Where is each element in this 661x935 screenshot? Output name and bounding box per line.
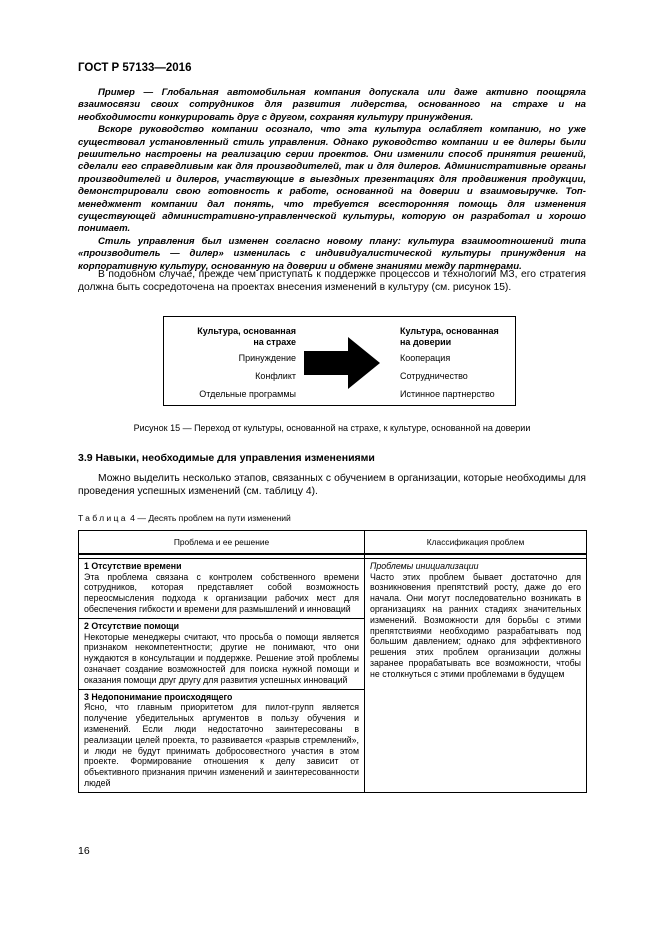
table-caption: Таблица 4 — Десять проблем на пути изменений [78,513,291,523]
problem-cell [79,618,365,689]
fear-item: Конфликт [255,371,296,381]
table-header-row [79,531,587,554]
body-paragraph: Можно выделить несколько этапов, связанных с обучением в организации, которые необходимы для проведения успешных изменений (см. таблицу 4). [78,473,586,498]
fear-item: Принуждение [238,353,296,363]
section-heading: 3.9 Навыки, необходимые для управления изменениями [78,452,375,464]
classification-text: Часто этих проблем бывает достаточно для возникновения препятствий росту, даже до его начала. Они могут последовательно возникать в организациях на ранних стадиях значительных изменений. Возможности для борьбы с этими препятствиями необходимо разрабатывать под большим давлением; однако для эффективного решения этих проблем организации должны заранее прорабатывать все возможности, чтобы не столкнуться с этими проблемами в будущем [370,571,581,679]
problem-title: 1 Отсутствие времени [84,560,182,571]
problem-cell [79,558,365,618]
example-paragraph: Пример — Глобальная автомобильная компания допускала или даже активно поощряла взаимосвязи своих сотрудников для развития лидерства, основанного на страхе и на необходимости конкурировать друг с другом, сохраняя культуру принуждения. [78,87,586,123]
trust-item: Кооперация [400,353,451,363]
page-number: 16 [78,845,90,857]
classification-title: Проблемы инициализации [370,560,479,571]
figure-15 [163,316,516,406]
problem-title: 2 Отсутствие помощи [84,620,179,631]
problem-text: Ясно, что главным приоритетом для пилот-групп является получение убедительных аргументов в пользу обучения и изменений. Если люди недостаточно заинтересованы в реализации целей проекта, то развивается «разрыв стремлений», и люди не будут принимать добросовестного участия в этом проекте. Формирование отношения к делу зависит от объективного признания причин изменений и заинтересованности людей [84,702,359,788]
example-paragraph: Вскоре руководство компании осознало, что эта культура ослабляет компанию, но уже существовал установленный стиль управления. Однако руководство компании и ее дилеры были решительно настроены на реализацию серии проектов. Они изменили способ принятия решений, сделали его справедливым как для производителей, так и для дилеров. Административные органы производителей и дилеров, участвующие в выездных презентациях для продвижения продукции, демонстрировали свою готовность к работе, основанной на доверии и взаимовыручке. Топ-менеджмент компании дал понять, что требуется всесторонняя помощь для изменения существующей административно-управленческой культуры, которую он разработал и хорошо понимает. [78,124,586,235]
problem-title: 3 Недопонимание происходящего [84,691,233,702]
body-paragraph: В подобном случае, прежде чем приступать к поддержке процессов и технологий МЗ, его стратегия должна быть сосредоточена на проектах внесения изменений в культуру (см. рисунок 15). [78,269,586,294]
column-header: Проблема и ее решение [79,531,365,554]
column-header: Классификация проблем [365,531,587,554]
example-block [78,87,586,273]
transition-arrow-icon [304,337,380,389]
table-row [79,558,587,618]
trust-culture-title: Культура, основанная на доверии [400,326,499,347]
classification-cell [365,558,587,792]
fear-item: Отдельные программы [199,389,296,399]
problem-cell [79,689,365,792]
trust-item: Истинное партнерство [400,389,495,399]
trust-item: Сотрудничество [400,371,468,381]
fear-culture-title: Культура, основанная на страхе [197,326,296,347]
problem-text: Эта проблема связана с контролем собственного времени сотрудников, которая представляет собой возможность переосмысления подхода к организации рабочих мест для обеспечения гибкости и времени для размышлений и инноваций [84,571,359,614]
problem-text: Некоторые менеджеры считают, что просьба о помощи является признаком некомпетентности; другие не понимают, что они нуждаются в консультации и поддержке. Решение этой проблемы означает создание возможностей для поиска нужной помощи и оказания помощи друг другу для развития успешных инноваций [84,631,359,685]
document-header: ГОСТ Р 57133—2016 [78,62,192,74]
figure-caption: Рисунок 15 — Переход от культуры, основанной на страхе, к культуре, основанной на доверии [133,423,531,433]
example-paragraph: Стиль управления был изменен согласно новому плану: культура взаимоотношений типа «производитель — дилер» изменилась с индивидуалистической культуры принуждения на корпоративную культуру, основанную на доверии и обмене знаниями между партнерами. [78,235,586,272]
problems-table [78,530,587,793]
